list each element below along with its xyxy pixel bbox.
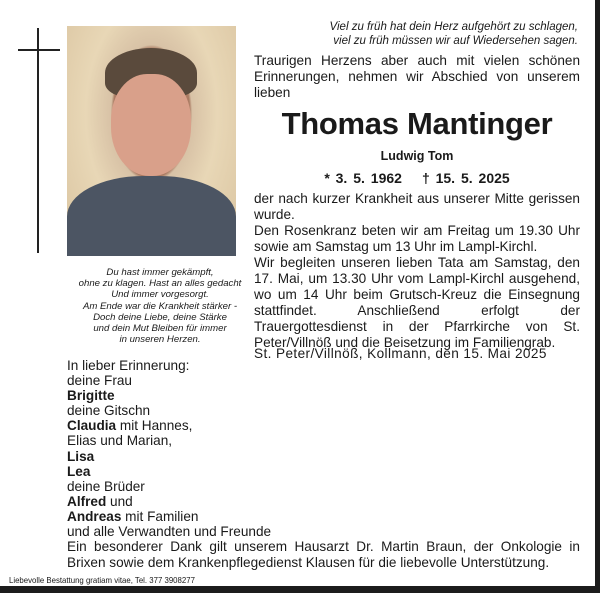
- body-paragraph: der nach kurzer Krankheit aus unserer Mitte gerissen wurde.: [254, 191, 580, 222]
- family-line: Alfred und: [67, 493, 133, 509]
- birth-date: * 3. 5. 1962: [324, 170, 402, 186]
- poem-line: Und immer vorgesorgt.: [111, 289, 209, 301]
- thanks-text: Ein besonderer Dank gilt unserem Hausarzt Dr. Martin Braun, der Onkologie in Brixen sowie dem Krankenpflegedienst Klausen für die liebevolle Unterstützung.: [67, 539, 580, 570]
- poem-line: in unseren Herzen.: [119, 334, 201, 346]
- announcement-body: [254, 191, 580, 351]
- family-line: Elias und Marian,: [67, 433, 173, 449]
- border-right: [595, 0, 600, 593]
- family-line: deine Gitschn: [67, 403, 151, 419]
- poem-line: Du hast immer gekämpft,: [106, 267, 214, 278]
- family-line: Claudia mit Hannes,: [67, 418, 193, 434]
- poem: [60, 267, 260, 345]
- life-dates: [254, 170, 580, 186]
- border-bottom: [0, 586, 600, 593]
- family-line: Brigitte: [67, 388, 115, 404]
- family-line: deine Frau: [67, 373, 132, 389]
- funeral-home-footer: Liebevolle Bestattung gratiam vitae, Tel. 377 3908277: [9, 575, 195, 585]
- family-line: deine Brüder: [67, 478, 145, 494]
- intro-text: Traurigen Herzens aber auch mit vielen schönen Erinnerungen, nehmen wir Abschied von unserem lieben: [254, 53, 580, 100]
- family-line: Andreas mit Familien: [67, 508, 199, 524]
- portrait-photo: [67, 26, 236, 256]
- deceased-name: Thomas Mantinger: [281, 106, 553, 141]
- family-line: Lea: [67, 463, 91, 479]
- body-paragraph: Den Rosenkranz beten wir am Freitag um 19.30 Uhr sowie am Samstag um 13 Uhr im Lampl-Kirchl.: [254, 223, 580, 254]
- family-heading: In lieber Erinnerung:: [67, 358, 190, 373]
- death-date: † 15. 5. 2025: [421, 170, 510, 186]
- poem-line: Am Ende war die Krankheit stärker -: [82, 300, 238, 312]
- opening-quote: [254, 20, 578, 48]
- quote-line: Viel zu früh hat dein Herz aufgehört zu schlagen,: [329, 21, 578, 33]
- poem-line: und dein Mut Bleiben für immer: [93, 323, 227, 335]
- family-line: und alle Verwandten und Freunde: [67, 524, 272, 540]
- quote-line: viel zu früh müssen wir auf Wiedersehen sagen.: [333, 35, 578, 47]
- poem-line: ohne zu klagen. Hast an alles gedacht: [78, 278, 242, 290]
- family-list: [67, 358, 271, 539]
- poem-line: Doch deine Liebe, deine Stärke: [93, 311, 227, 323]
- body-paragraph: Wir begleiten unseren lieben Tata am Samstag, den 17. Mai, um 13.30 Uhr vom Lampl-Kirchl ausgehend, wo um 14 Uhr beim Grutsch-Kreuz die Einsegnung stattfindet. Anschließend erfolgt der Trauergottesdienst in der Pfarrkirche von St. Peter/Villnöß und die Beisetzung im Familiengrab.: [254, 255, 580, 350]
- family-line: Lisa: [67, 448, 95, 464]
- place-date: St. Peter/Villnöß, Kollmann, den 15. Mai 2025: [254, 346, 547, 361]
- nickname: Ludwig Tom: [380, 149, 454, 163]
